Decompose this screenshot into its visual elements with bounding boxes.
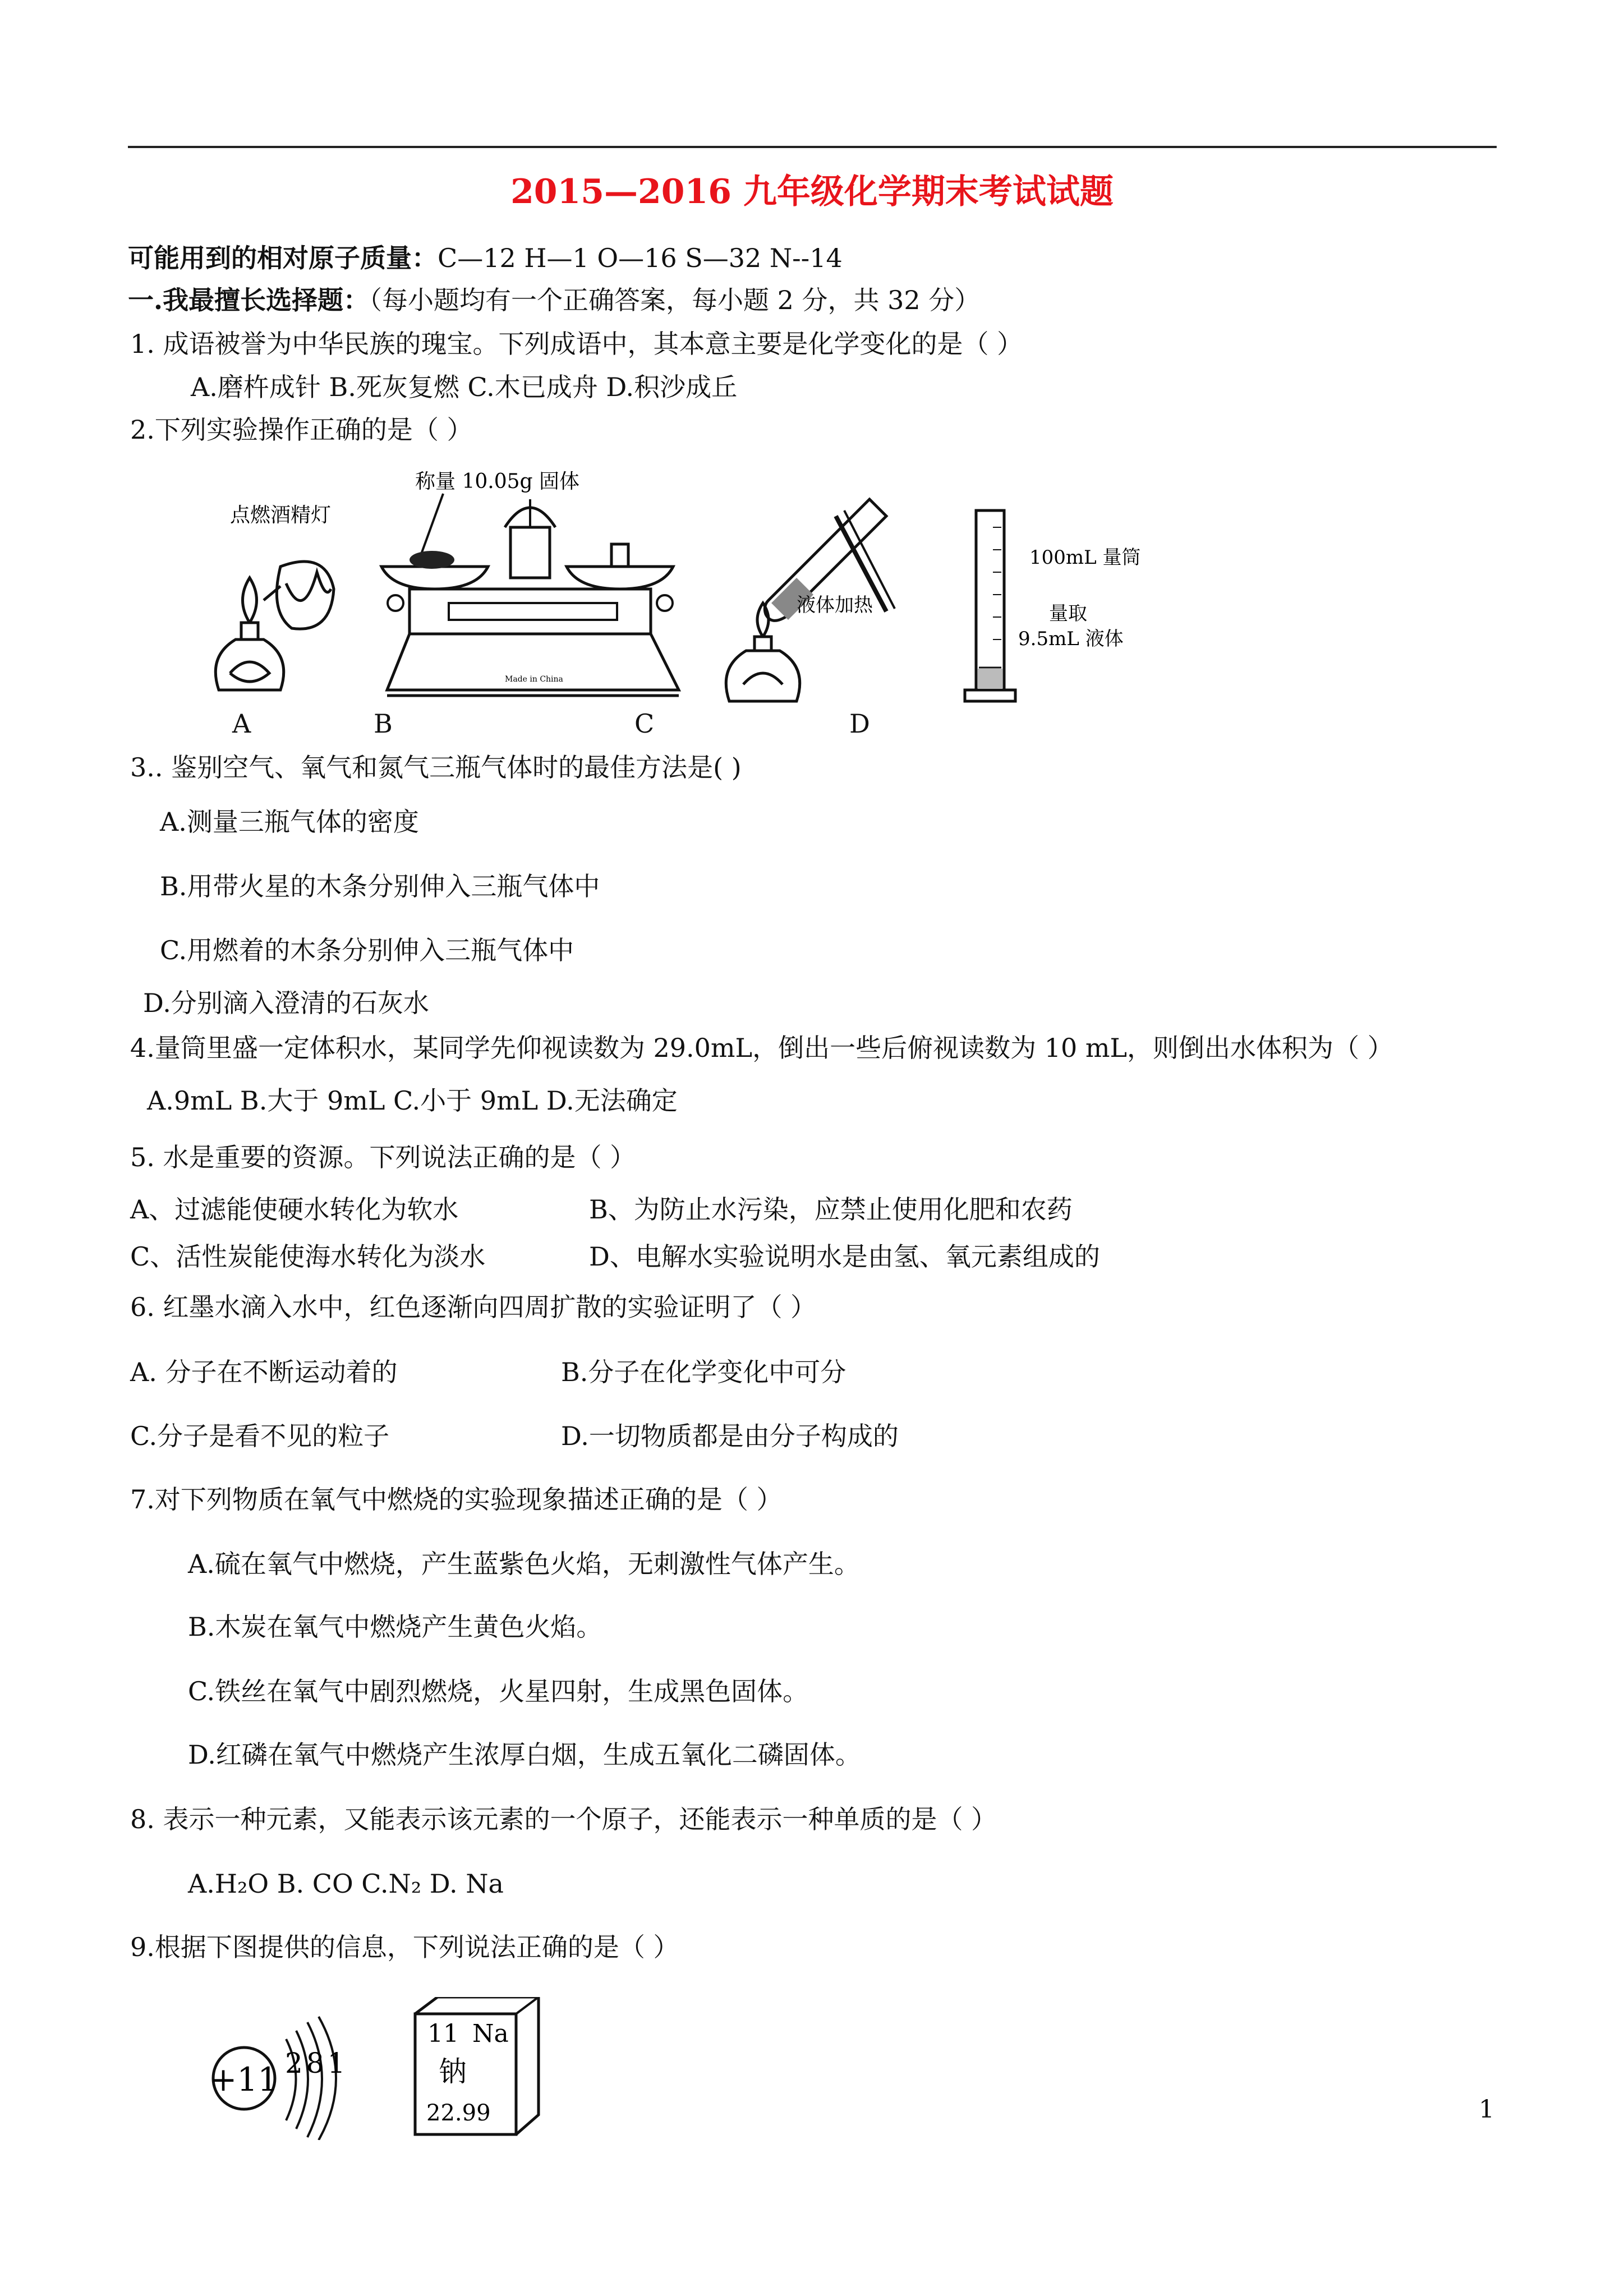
q9-atomic-mass: 22.99 <box>426 2100 491 2126</box>
q5-option-b: B、为防止水污染，应禁止使用化肥和农药 <box>589 1194 1073 1225</box>
page-number: 1 <box>1479 2095 1494 2124</box>
q5-option-d: D、电解水实验说明水是由氢、氧元素组成的 <box>589 1241 1100 1272</box>
atomic-masses-values: C—12 H—1 O—16 S—32 N--14 <box>438 243 843 273</box>
q7-stem: 7.对下列物质在氧气中燃烧的实验现象描述正确的是（ ） <box>130 1484 783 1515</box>
q2-c-caption: 液体加热 <box>797 594 873 616</box>
atomic-masses-line <box>128 242 843 274</box>
q2-figure-d <box>954 505 1200 712</box>
q2-letter-b: B <box>374 708 393 739</box>
q7-option-b: B.木炭在氧气中燃烧产生黄色火焰。 <box>188 1612 602 1642</box>
q2-figure-b <box>376 466 690 712</box>
q2-d-caption2: 量取 <box>1049 602 1087 625</box>
q3-option-d: D.分别滴入澄清的石灰水 <box>143 988 429 1018</box>
q2-b-small-text: Made in China <box>505 675 563 684</box>
q6-option-d: D.一切物质都是由分子构成的 <box>561 1421 899 1451</box>
q2-d-caption1: 100mL 量筒 <box>1029 546 1141 569</box>
q2-stem: 2.下列实验操作正确的是（ ） <box>130 415 473 445</box>
section-heading-line <box>128 284 980 316</box>
q9-element-symbol: Na <box>472 2019 509 2048</box>
q7-option-a: A.硫在氧气中燃烧，产生蓝紫色火焰，无刺激性气体产生。 <box>188 1549 860 1579</box>
q6-option-a: A. 分子在不断运动着的 <box>130 1357 398 1387</box>
q9-element-tile <box>404 1997 550 2143</box>
q7-option-d: D.红磷在氧气中燃烧产生浓厚白烟，生成五氧化二磷固体。 <box>188 1740 861 1770</box>
q9-nucleus-charge: +11 <box>209 2060 279 2099</box>
header-rule <box>128 146 1497 148</box>
q2-b-caption: 称量 10.05g 固体 <box>415 470 579 493</box>
q2-figure-a <box>196 488 365 712</box>
q9-stem: 9.根据下图提供的信息，下列说法正确的是（ ） <box>130 1932 679 1962</box>
q2-letter-c: C <box>634 708 655 739</box>
q3-option-b: B.用带火星的木条分别伸入三瓶气体中 <box>160 871 600 901</box>
q2-d-caption3: 9.5mL 液体 <box>1018 628 1124 650</box>
q4-options: A.9mL B.大于 9mL C.小于 9mL D.无法确定 <box>147 1085 678 1116</box>
q2-letter-a: A <box>232 708 251 739</box>
q6-stem: 6. 红墨水滴入水中，红色逐渐向四周扩散的实验证明了（ ） <box>130 1292 817 1322</box>
q8-options: A.H₂O B. CO C.N₂ D. Na <box>188 1869 504 1899</box>
section-heading: 一.我最擅长选择题： <box>128 285 370 315</box>
section-note: （每小题均有一个正确答案，每小题 2 分，共 32 分） <box>369 285 981 315</box>
q3-option-a: A.测量三瓶气体的密度 <box>160 807 419 837</box>
q5-stem: 5. 水是重要的资源。下列说法正确的是（ ） <box>130 1142 636 1172</box>
q2-figure-c <box>718 482 931 718</box>
q2-letter-d: D <box>849 708 870 739</box>
q1-options: A.磨杵成针 B.死灰复燃 C.木已成舟 D.积沙成丘 <box>191 372 738 402</box>
q4-stem: 4.量筒里盛一定体积水，某同学先仰视读数为 29.0mL，倒出一些后俯视读数为 10 mL，则倒出水体积为（ ） <box>130 1033 1393 1063</box>
q9-atomic-number: 11 <box>427 2019 459 2048</box>
q5-option-c: C、活性炭能使海水转化为淡水 <box>130 1241 486 1272</box>
q1-stem: 1. 成语被誉为中华民族的瑰宝。下列成语中，其本意主要是化学变化的是（ ） <box>130 329 1023 359</box>
atomic-masses-label: 可能用到的相对原子质量： <box>128 243 438 273</box>
q3-stem: 3.. 鉴别空气、氧气和氮气三瓶气体时的最佳方法是( ) <box>130 752 742 783</box>
q9-electron-shells: 281 <box>285 2047 349 2079</box>
exam-title: 2015—2016 九年级化学期末考试试题 <box>510 172 1114 211</box>
q9-atom-diagram <box>202 1994 370 2140</box>
q6-option-c: C.分子是看不见的粒子 <box>130 1421 390 1451</box>
q8-stem: 8. 表示一种元素，又能表示该元素的一个原子，还能表示一种单质的是（ ） <box>130 1804 997 1834</box>
q2-a-caption: 点燃酒精灯 <box>230 504 332 527</box>
q7-option-c: C.铁丝在氧气中剧烈燃烧，火星四射，生成黑色固体。 <box>188 1676 809 1706</box>
q3-option-c: C.用燃着的木条分别伸入三瓶气体中 <box>160 935 574 965</box>
q6-option-b: B.分子在化学变化中可分 <box>561 1357 846 1387</box>
q9-element-name: 钠 <box>439 2055 467 2088</box>
q5-option-a: A、过滤能使硬水转化为软水 <box>130 1194 459 1225</box>
